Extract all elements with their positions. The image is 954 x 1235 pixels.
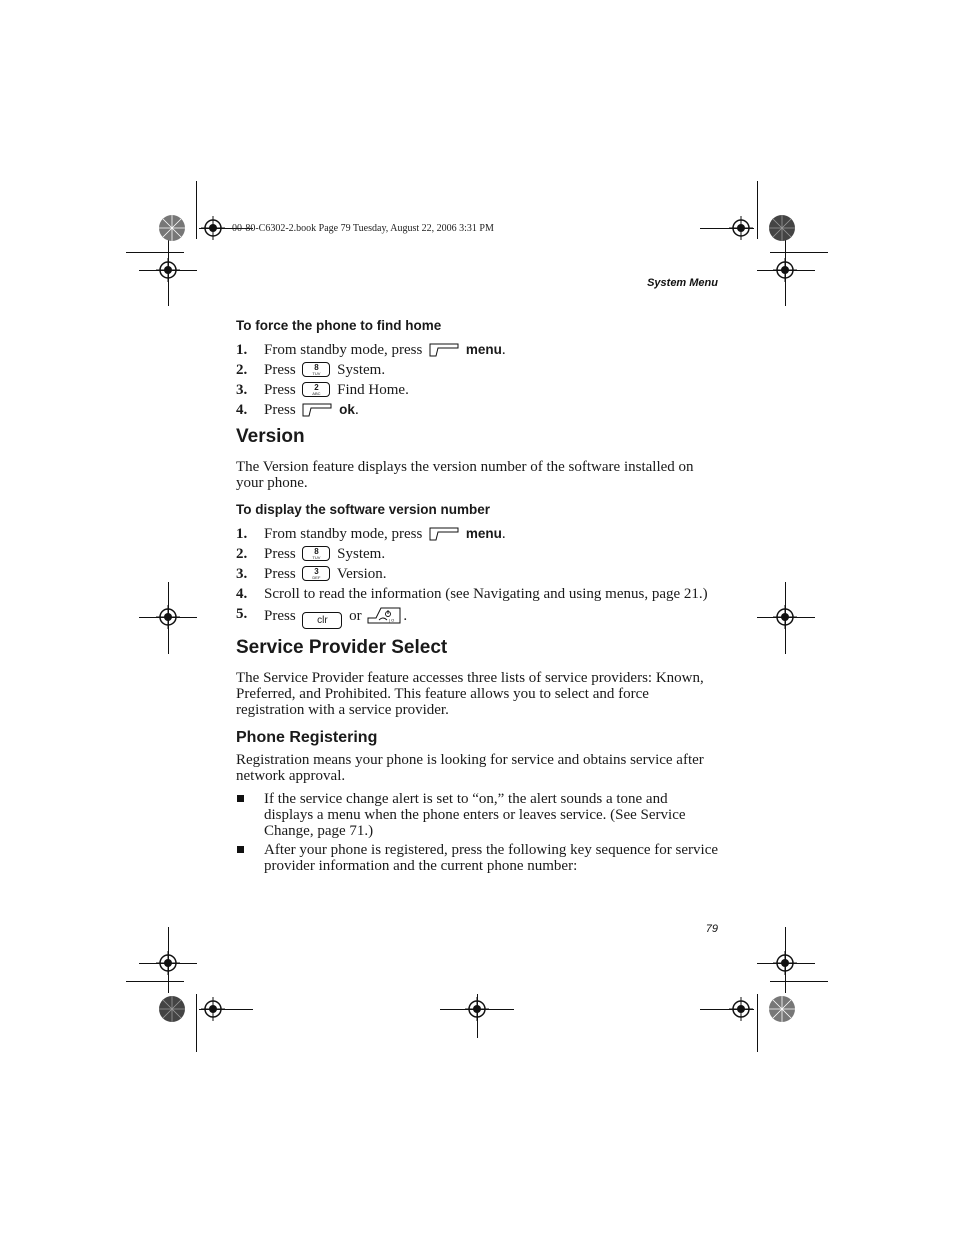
list-item bbox=[236, 606, 720, 629]
phone-registering-para: Registration means your phone is looking for service and obtains service after network approval. bbox=[236, 752, 704, 784]
key-digit: 3 bbox=[314, 567, 319, 576]
softkey-icon bbox=[429, 343, 459, 357]
step-number: 2. bbox=[236, 546, 248, 562]
step-text: Press bbox=[264, 546, 296, 562]
list-item bbox=[236, 526, 720, 542]
softkey-icon bbox=[429, 527, 459, 541]
bullet-text: After your phone is registered, press the following key sequence for service provider information and the current phone number: bbox=[264, 842, 719, 874]
star-target-icon bbox=[768, 214, 796, 242]
crop-line bbox=[126, 981, 184, 982]
key-letters: DEF bbox=[312, 575, 321, 580]
step-text: or bbox=[349, 608, 362, 624]
end-power-key-icon bbox=[367, 606, 401, 624]
bullet-square-icon bbox=[237, 795, 244, 802]
version-title: Version bbox=[236, 426, 305, 447]
registration-target-icon bbox=[729, 997, 753, 1021]
key-digit: 8 bbox=[314, 547, 319, 556]
list-item bbox=[236, 566, 720, 582]
step-text: Press bbox=[264, 566, 296, 582]
step-number: 1. bbox=[236, 342, 248, 358]
number-key-2-icon bbox=[302, 382, 330, 397]
step-number: 3. bbox=[236, 566, 248, 582]
list-item bbox=[236, 842, 720, 874]
step-number: 1. bbox=[236, 526, 248, 542]
registration-target-icon bbox=[773, 951, 797, 975]
ok-key-label: ok bbox=[339, 402, 355, 417]
version-steps bbox=[236, 526, 720, 629]
step-number: 3. bbox=[236, 382, 248, 398]
crop-line bbox=[196, 181, 197, 239]
list-item bbox=[236, 791, 720, 839]
bullet-square-icon bbox=[237, 846, 244, 853]
step-punct: . bbox=[501, 342, 506, 358]
print-slug: 00-80-C6302-2.book Page 79 Tuesday, August 22, 2006 3:31 PM bbox=[232, 223, 494, 234]
version-subheading: To display the software version number bbox=[236, 502, 491, 517]
star-target-icon bbox=[158, 214, 186, 242]
step-number: 2. bbox=[236, 362, 248, 378]
step-number: 4. bbox=[236, 402, 248, 418]
list-item bbox=[236, 586, 720, 602]
step-text: From standby mode, press bbox=[264, 342, 423, 358]
menu-key-label: menu bbox=[465, 526, 502, 541]
step-text: From standby mode, press bbox=[264, 526, 423, 542]
crop-line bbox=[757, 181, 758, 239]
page-number: 79 bbox=[705, 923, 718, 935]
svg-text:| O: | O bbox=[389, 617, 395, 623]
step-text: Press bbox=[264, 402, 296, 418]
step-punct: . bbox=[354, 402, 359, 418]
star-target-icon bbox=[768, 995, 796, 1023]
clear-key-icon: clr bbox=[302, 612, 342, 629]
step-text: Press bbox=[264, 382, 296, 398]
crop-line bbox=[770, 981, 828, 982]
registration-target-icon bbox=[201, 997, 225, 1021]
step-text: Find Home. bbox=[337, 382, 409, 398]
registration-target-icon bbox=[156, 951, 180, 975]
key-letters: ABC bbox=[312, 391, 321, 396]
service-provider-intro: The Service Provider feature accesses three lists of service providers: Known, Preferred, and Prohibited. This feature allows you to select and force registration with a service provider. bbox=[236, 670, 704, 718]
list-item bbox=[236, 402, 720, 418]
step-text: System. bbox=[337, 362, 386, 378]
list-item bbox=[236, 362, 720, 378]
step-punct: . bbox=[403, 608, 408, 624]
key-letters: TUV bbox=[312, 371, 321, 376]
list-item bbox=[236, 382, 720, 398]
step-text: Press bbox=[264, 608, 296, 624]
step-number: 5. bbox=[236, 606, 248, 622]
key-digit: 2 bbox=[314, 383, 319, 392]
running-head: System Menu bbox=[647, 277, 718, 289]
registration-target-icon bbox=[773, 605, 797, 629]
crop-line bbox=[196, 994, 197, 1052]
phone-registering-bullets bbox=[236, 791, 720, 874]
number-key-3-icon bbox=[302, 566, 330, 581]
star-target-icon bbox=[158, 995, 186, 1023]
list-item bbox=[236, 546, 720, 562]
number-key-8-icon bbox=[302, 546, 330, 561]
registration-target-icon bbox=[156, 258, 180, 282]
registration-target-icon bbox=[156, 605, 180, 629]
step-text: Version. bbox=[336, 566, 387, 582]
registration-target-icon bbox=[729, 216, 753, 240]
step-text: Press bbox=[264, 362, 296, 378]
key-letters: TUV bbox=[312, 555, 321, 560]
list-item bbox=[236, 342, 720, 358]
key-digit: 8 bbox=[314, 363, 319, 372]
step-punct: . bbox=[501, 526, 506, 542]
step-text: Scroll to read the information (see Navigating and using menus, page 21.) bbox=[264, 586, 708, 602]
softkey-icon bbox=[302, 403, 332, 417]
version-intro: The Version feature displays the version number of the software installed on your phone. bbox=[236, 459, 694, 491]
crop-line bbox=[757, 994, 758, 1052]
find-home-heading: To force the phone to find home bbox=[236, 318, 442, 333]
registration-target-icon bbox=[201, 216, 225, 240]
menu-key-label: menu bbox=[465, 342, 502, 357]
step-text: System. bbox=[337, 546, 386, 562]
page-content bbox=[236, 318, 720, 877]
phone-registering-title: Phone Registering bbox=[236, 729, 378, 746]
number-key-8-icon bbox=[302, 362, 330, 377]
step-number: 4. bbox=[236, 586, 248, 602]
bullet-text: If the service change alert is set to “on,” the alert sounds a tone and displays a menu when the phone enters or leaves service. (See Service Change, page 71.) bbox=[264, 791, 686, 839]
service-provider-title: Service Provider Select bbox=[236, 637, 448, 658]
crop-line bbox=[770, 252, 828, 253]
find-home-steps bbox=[236, 342, 720, 418]
crop-line bbox=[126, 252, 184, 253]
registration-target-icon bbox=[465, 997, 489, 1021]
registration-target-icon bbox=[773, 258, 797, 282]
